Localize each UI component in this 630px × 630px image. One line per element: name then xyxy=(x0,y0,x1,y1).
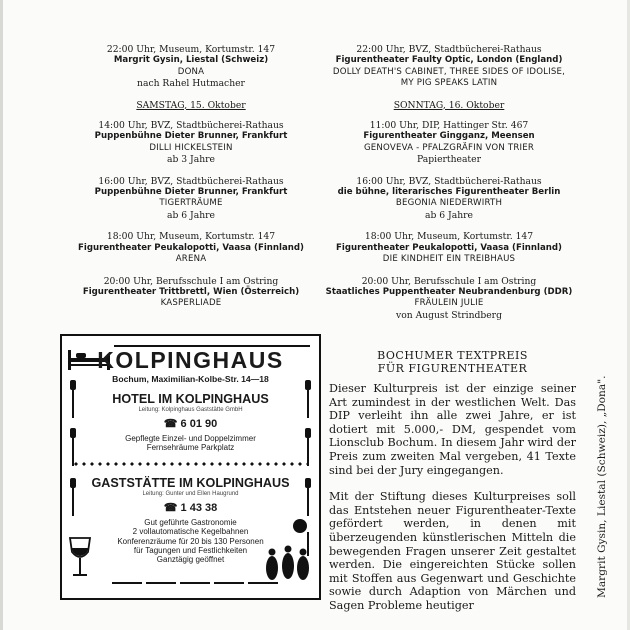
event-title: KASPERLIADE xyxy=(160,298,222,309)
event-title: DIE KINDHEIT EIN TREIBHAUS xyxy=(382,254,516,265)
ad-restaurant-desc: Ganztägig geöffnet xyxy=(156,555,225,565)
event-ensemble: Figurentheater Peukalopotti, Vaasa (Finnland) xyxy=(78,242,304,253)
event-ensemble: Figurentheater Trittbrettl, Wien (Österreich) xyxy=(82,286,300,297)
event-note: ab 3 Jahre xyxy=(167,154,215,166)
event-title: DILLI HICKELSTEIN xyxy=(149,142,233,153)
event-time: 16:00 Uhr, BVZ, Stadtbücherei-Rathaus xyxy=(98,175,284,187)
ad-hotel-heading: HOTEL IM KOLPINGHAUS xyxy=(112,392,269,406)
event-title: BEGONIA NIEDERWIRTH xyxy=(395,198,503,209)
event-time: 20:00 Uhr, Berufsschule I am Ostring xyxy=(103,275,279,287)
event-time: 16:00 Uhr, BVZ, Stadtbücherei-Rathaus xyxy=(356,175,542,187)
event-note: nach Rahel Hutmacher xyxy=(137,78,245,90)
event-ensemble: Puppenbühne Dieter Brunner, Frankfurt xyxy=(94,187,288,198)
ad-restaurant-desc: für Tagungen und Festlichkeiten xyxy=(133,546,248,556)
event-ensemble: Figurentheater Gingganz, Meensen xyxy=(363,131,535,142)
event xyxy=(62,231,320,265)
ad-restaurant-desc: Konferenzräume für 20 bis 130 Personen xyxy=(117,536,264,546)
event-ensemble: Margrit Gysin, Liestal (Schweiz) xyxy=(113,55,269,66)
event-title: TIGERTRÄUME xyxy=(159,198,223,209)
ad-restaurant-heading: GASTSTÄTTE IM KOLPINGHAUS xyxy=(91,475,290,490)
ad-hotel-phone: ☎ 6 01 90 xyxy=(163,418,218,430)
article-body xyxy=(329,382,576,626)
ad-restaurant-management: Leitung: Gunter und Ellen Haugrund xyxy=(142,490,239,497)
ad-brand: KOLPINGHAUS xyxy=(97,347,284,373)
event xyxy=(320,120,578,166)
event-ensemble: Figurentheater Faulty Optic, London (England) xyxy=(335,55,563,66)
event-title: DONA xyxy=(177,66,205,77)
ad-restaurant-phone: ☎ 1 43 38 xyxy=(163,501,218,514)
event-time: 11:00 Uhr, DIP, Hattinger Str. 467 xyxy=(369,120,529,132)
program-right-column xyxy=(320,44,578,331)
event-time: 22:00 Uhr, BVZ, Stadtbücherei-Rathaus xyxy=(356,44,542,55)
event-ensemble: Staatliches Puppentheater Neubrandenburg (DDR) xyxy=(325,286,573,297)
event-note: Papiertheater xyxy=(417,154,481,166)
event-time: 18:00 Uhr, Museum, Kortumstr. 147 xyxy=(106,231,276,243)
event-title: ARENA xyxy=(175,254,207,265)
event-title: FRÄULEIN JULIE xyxy=(414,298,484,309)
event xyxy=(62,276,320,310)
article-paragraph: Mit der Stiftung dieses Kulturpreises soll das Entstehen neuer Figurentheater-Texte gefördert werden, in denen mit überzeugenden künstlerischen Mitteln die bewegenden Fragen unserer Zeit gestaltet werden. Die eingereichten Stücke sollen mit Stoffen aus Gegenwart und Geschichte sowie durch Adaption von Märchen und Sagen Probleme heutiger xyxy=(329,490,576,612)
event-time: 22:00 Uhr, Museum, Kortumstr. 147 xyxy=(106,44,276,55)
ad-hotel-management: Leitung: Kolpinghaus Gaststätte GmbH xyxy=(138,407,243,413)
ad-restaurant-desc: 2 vollautomatische Kegelbahnen xyxy=(132,527,249,537)
event-ensemble: die bühne, literarisches Figurentheater Berlin xyxy=(337,187,561,198)
day-heading-saturday: SAMSTAG, 15. Oktober xyxy=(136,99,246,111)
event-time: 18:00 Uhr, Museum, Kortumstr. 147 xyxy=(364,231,534,243)
event-title: DOLLY DEATH'S CABINET, THREE SIDES OF IDOLISE, xyxy=(332,66,566,77)
event-ensemble: Figurentheater Peukalopotti, Vaasa (Finnland) xyxy=(336,242,562,253)
article-title-line: FÜR FIGURENTHEATER xyxy=(377,362,528,375)
side-caption-wrap xyxy=(598,318,618,598)
event xyxy=(62,120,320,166)
ad-restaurant-desc: Gut geführte Gastronomie xyxy=(144,517,237,527)
article-title-line: BOCHUMER TEXTPREIS xyxy=(377,349,528,362)
program-left-column xyxy=(62,44,320,320)
side-caption: Margrit Gysin, Liestal (Schweiz), „Dona". xyxy=(596,375,608,598)
event-time: 14:00 Uhr, BVZ, Stadtbücherei-Rathaus xyxy=(98,120,284,132)
kolpinghaus-advertisement xyxy=(60,334,321,600)
page-edge-left xyxy=(0,0,3,630)
event-title-cont: MY PIG SPEAKS LATIN xyxy=(400,78,498,89)
event xyxy=(320,231,578,265)
event-time: 20:00 Uhr, Berufsschule I am Ostring xyxy=(361,275,537,287)
event xyxy=(62,176,320,222)
article-paragraph: Dieser Kulturpreis ist der einzige seiner Art zumindest in der westlichen Welt. Das DIP verleiht ihn alle zwei Jahre, er ist dotiert mit 5.000,- DM, gespendet vom Lionsclub Bochum. In diesem Jahr wird der Preis zum zweiten Mal vergeben, 41 Texte sind bei der Jury eingegangen. xyxy=(329,382,576,477)
event xyxy=(62,44,320,90)
ad-hotel-desc: Fernsehräume Parkplatz xyxy=(146,443,235,453)
event xyxy=(320,276,578,322)
article-title xyxy=(330,349,575,375)
event-note: ab 6 Jahre xyxy=(167,209,215,221)
ad-address: Bochum, Maximilian-Kolbe-Str. 14—18 xyxy=(112,374,269,384)
event-note: von August Strindberg xyxy=(396,309,502,321)
event-ensemble: Puppenbühne Dieter Brunner, Frankfurt xyxy=(94,131,288,142)
ad-hotel-desc: Gepflegte Einzel- und Doppelzimmer xyxy=(125,434,256,443)
event-title: GENOVEVA - PFALZGRÄFIN VON TRIER xyxy=(363,142,535,153)
event xyxy=(320,44,578,90)
day-heading-sunday: SONNTAG, 16. Oktober xyxy=(393,99,505,111)
event xyxy=(320,176,578,222)
event-note: ab 6 Jahre xyxy=(425,209,473,221)
